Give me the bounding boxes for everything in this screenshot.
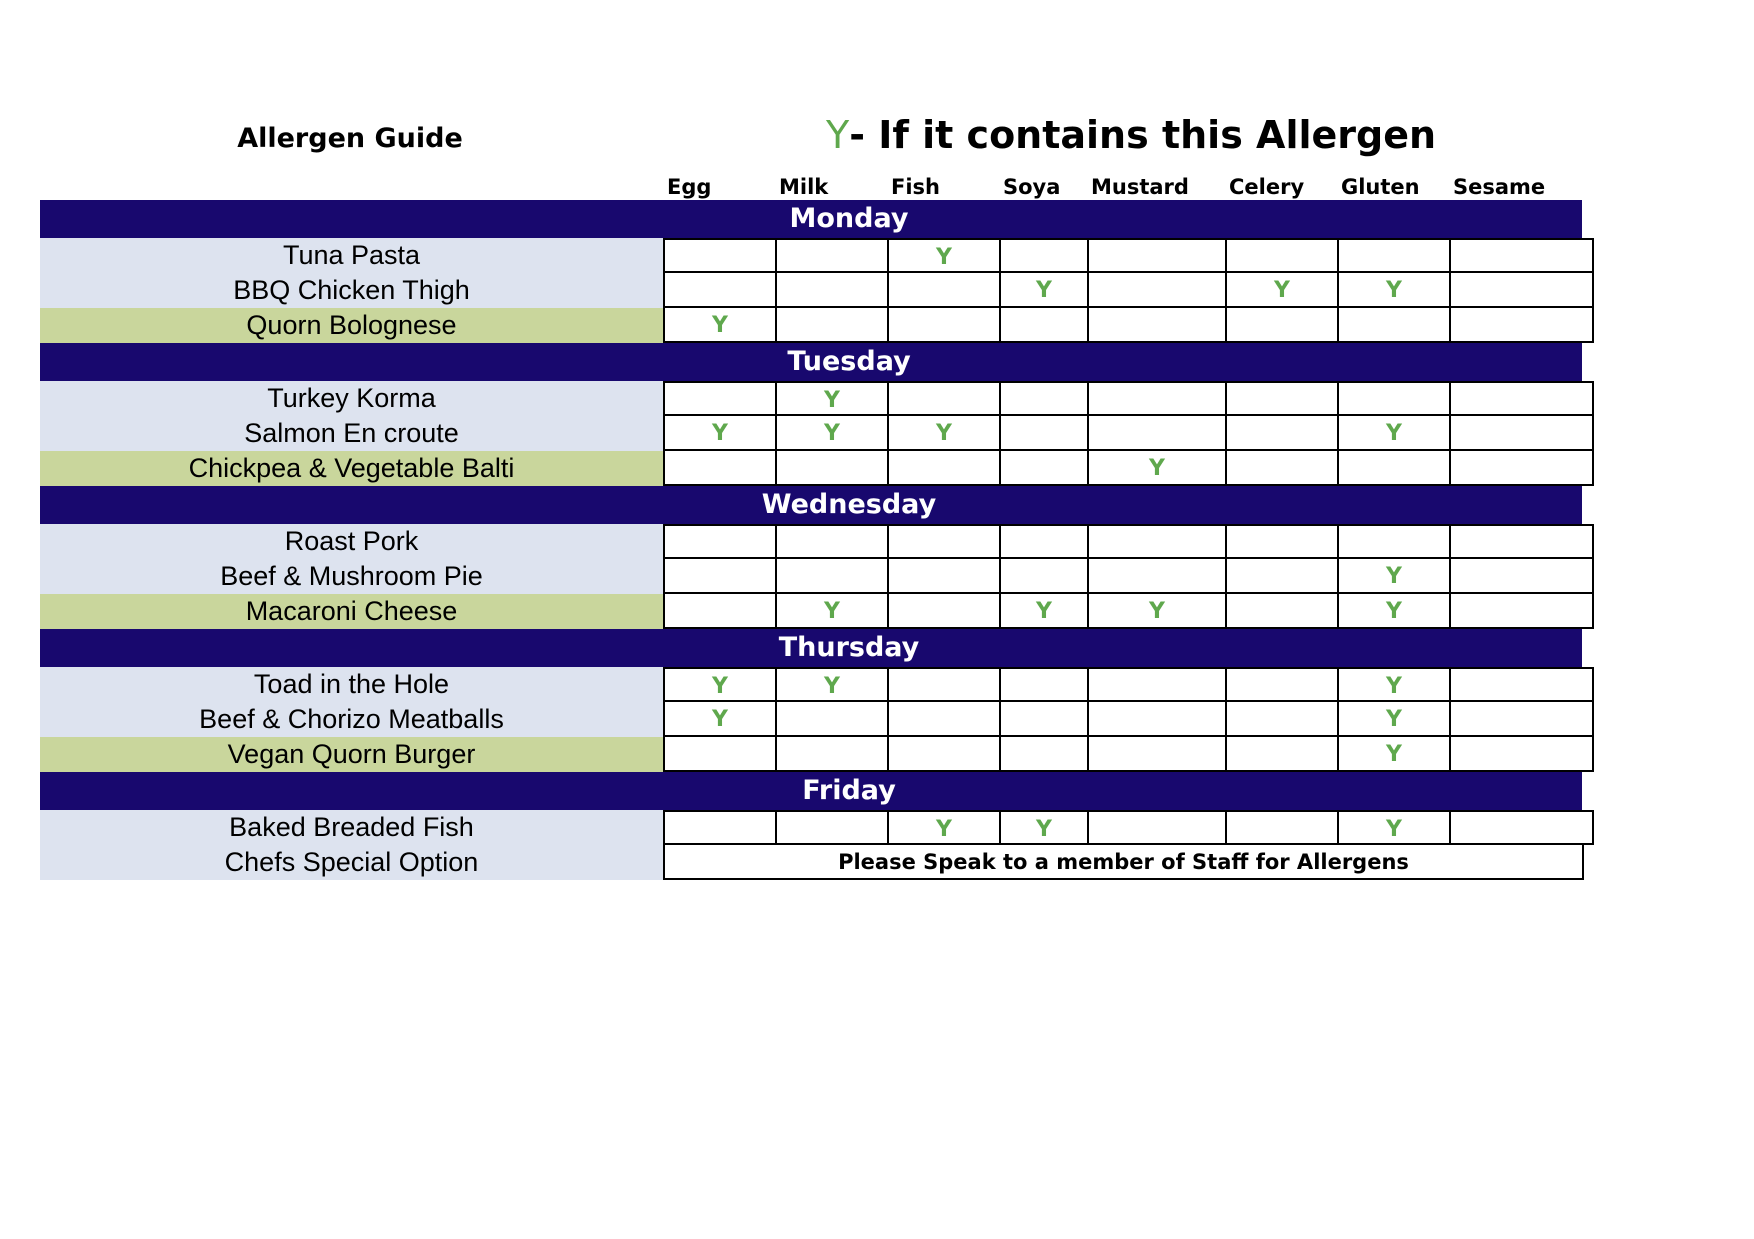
allergen-cells (663, 524, 1594, 559)
dish-row (40, 845, 1582, 880)
dish-name: Beef & Chorizo Meatballs (40, 702, 663, 737)
allergen-cell-celery: Y (1227, 273, 1339, 308)
dish-name: Quorn Bolognese (40, 308, 663, 343)
allergen-cell-milk (777, 273, 889, 308)
allergen-cell-egg (665, 451, 777, 486)
allergen-cell-egg (665, 524, 777, 559)
allergen-cell-fish (889, 451, 1001, 486)
allergen-cell-gluten: Y (1339, 737, 1451, 772)
allergen-notice: Please Speak to a member of Staff for Allergens (665, 845, 1584, 880)
allergen-cell-egg: Y (665, 702, 777, 737)
allergen-cell-egg (665, 381, 777, 416)
day-header-friday (40, 772, 1582, 810)
allergen-header-fish: Fish (891, 175, 940, 199)
allergen-cells (663, 737, 1594, 772)
dish-row (40, 702, 1582, 737)
allergen-cell-mustard (1089, 702, 1227, 737)
allergen-header-milk: Milk (779, 175, 829, 199)
dish-name: Macaroni Cheese (40, 594, 663, 629)
allergen-cell-sesame (1451, 238, 1594, 273)
dish-row (40, 559, 1582, 594)
allergen-cell-fish (889, 524, 1001, 559)
day-label: Monday (789, 203, 909, 234)
allergen-cell-egg: Y (665, 416, 777, 451)
allergen-cell-soya (1001, 667, 1089, 702)
allergen-cell-egg (665, 238, 777, 273)
allergen-cell-sesame (1451, 273, 1594, 308)
allergen-cell-sesame (1451, 737, 1594, 772)
day-label: Tuesday (787, 346, 911, 377)
day-label: Thursday (778, 632, 920, 663)
dish-row (40, 416, 1582, 451)
allergen-cell-sesame (1451, 308, 1594, 343)
allergen-cell-milk: Y (777, 381, 889, 416)
allergen-cell-mustard (1089, 273, 1227, 308)
allergen-cell-soya (1001, 524, 1089, 559)
allergen-header-sesame: Sesame (1453, 175, 1546, 199)
allergen-cell-gluten: Y (1339, 559, 1451, 594)
allergen-cell-fish: Y (889, 238, 1001, 273)
allergen-cell-celery (1227, 667, 1339, 702)
allergen-cell-sesame (1451, 451, 1594, 486)
allergen-cell-gluten (1339, 524, 1451, 559)
allergen-cells (663, 381, 1594, 416)
dish-name: Toad in the Hole (40, 667, 663, 702)
allergen-cells (663, 273, 1594, 308)
allergen-cell-milk: Y (777, 594, 889, 629)
allergen-cell-mustard (1089, 416, 1227, 451)
allergen-header-mustard: Mustard (1091, 175, 1189, 199)
allergen-header-celery: Celery (1229, 175, 1305, 199)
page-title: Allergen Guide (237, 123, 463, 154)
day-header-tuesday (40, 343, 1582, 381)
allergen-header-egg: Egg (667, 175, 712, 199)
allergen-cells (663, 308, 1594, 343)
allergen-cell-celery (1227, 702, 1339, 737)
allergen-cell-soya (1001, 416, 1089, 451)
dish-name: Chickpea & Vegetable Balti (40, 451, 663, 486)
allergen-cell-sesame (1451, 416, 1594, 451)
allergen-cell-celery (1227, 737, 1339, 772)
allergen-cell-sesame (1451, 559, 1594, 594)
allergen-cell-sesame (1451, 810, 1594, 845)
allergen-header-gluten: Gluten (1341, 175, 1420, 199)
legend (826, 113, 1436, 157)
day-header-wednesday (40, 486, 1582, 524)
allergen-cell-mustard (1089, 381, 1227, 416)
dish-name: Baked Breaded Fish (40, 810, 663, 845)
allergen-cell-gluten: Y (1339, 416, 1451, 451)
allergen-cell-egg (665, 594, 777, 629)
allergen-cell-milk: Y (777, 416, 889, 451)
allergen-cell-fish: Y (889, 416, 1001, 451)
allergen-cell-gluten: Y (1339, 594, 1451, 629)
dish-name: Beef & Mushroom Pie (40, 559, 663, 594)
allergen-cell-sesame (1451, 667, 1594, 702)
allergen-cells (663, 702, 1594, 737)
allergen-cell-milk (777, 451, 889, 486)
allergen-cell-soya (1001, 381, 1089, 416)
allergen-cell-milk (777, 737, 889, 772)
allergen-cell-mustard (1089, 524, 1227, 559)
allergen-cell-soya: Y (1001, 810, 1089, 845)
allergen-cell-egg: Y (665, 308, 777, 343)
allergen-cell-mustard (1089, 737, 1227, 772)
allergen-cell-sesame (1451, 524, 1594, 559)
allergen-cell-celery (1227, 451, 1339, 486)
allergen-cell-gluten (1339, 381, 1451, 416)
allergen-cell-milk: Y (777, 667, 889, 702)
allergen-cell-celery (1227, 381, 1339, 416)
allergen-cell-gluten: Y (1339, 667, 1451, 702)
allergen-cells (663, 845, 1584, 880)
allergen-cell-soya (1001, 308, 1089, 343)
allergen-cell-mustard (1089, 810, 1227, 845)
allergen-cell-egg (665, 810, 777, 845)
day-label: Wednesday (761, 489, 937, 520)
allergen-cell-mustard (1089, 308, 1227, 343)
allergen-cell-egg (665, 737, 777, 772)
allergen-cell-mustard: Y (1089, 451, 1227, 486)
allergen-cell-fish (889, 559, 1001, 594)
allergen-cell-milk (777, 702, 889, 737)
allergen-table (40, 200, 1582, 880)
allergen-cell-mustard (1089, 667, 1227, 702)
allergen-cell-celery (1227, 308, 1339, 343)
dish-row (40, 381, 1582, 416)
dish-name: Salmon En croute (40, 416, 663, 451)
dish-row (40, 238, 1582, 273)
dish-row (40, 524, 1582, 559)
allergen-cell-egg (665, 559, 777, 594)
dish-row (40, 273, 1582, 308)
dish-name: Turkey Korma (40, 381, 663, 416)
allergen-cell-fish (889, 737, 1001, 772)
allergen-cell-sesame (1451, 702, 1594, 737)
allergen-cell-sesame (1451, 381, 1594, 416)
dish-name: BBQ Chicken Thigh (40, 273, 663, 308)
allergen-cell-celery (1227, 238, 1339, 273)
allergen-cell-celery (1227, 810, 1339, 845)
allergen-cell-mustard (1089, 559, 1227, 594)
allergen-cell-fish (889, 702, 1001, 737)
allergen-cell-milk (777, 810, 889, 845)
allergen-cell-fish (889, 594, 1001, 629)
allergen-cells (663, 238, 1594, 273)
allergen-cell-fish (889, 667, 1001, 702)
allergen-cell-soya (1001, 702, 1089, 737)
legend-mark: Y (826, 113, 850, 157)
dish-name: Roast Pork (40, 524, 663, 559)
day-header-monday (40, 200, 1582, 238)
allergen-cell-fish (889, 381, 1001, 416)
allergen-cell-gluten: Y (1339, 810, 1451, 845)
allergen-cell-celery (1227, 559, 1339, 594)
allergen-cell-gluten (1339, 238, 1451, 273)
allergen-cell-egg (665, 273, 777, 308)
allergen-cells (663, 667, 1594, 702)
dish-row (40, 594, 1582, 629)
allergen-cell-gluten (1339, 451, 1451, 486)
allergen-cell-fish (889, 308, 1001, 343)
allergen-cell-soya (1001, 238, 1089, 273)
allergen-cell-egg: Y (665, 667, 777, 702)
allergen-cells (663, 594, 1594, 629)
allergen-cell-celery (1227, 594, 1339, 629)
day-label: Friday (802, 775, 896, 806)
allergen-cell-fish: Y (889, 810, 1001, 845)
allergen-cell-milk (777, 559, 889, 594)
dish-row (40, 810, 1582, 845)
allergen-header-soya: Soya (1003, 175, 1061, 199)
allergen-cell-mustard (1089, 238, 1227, 273)
allergen-cell-fish (889, 273, 1001, 308)
allergen-cells (663, 451, 1594, 486)
legend-text: - If it contains this Allergen (849, 113, 1437, 157)
allergen-cell-soya: Y (1001, 273, 1089, 308)
allergen-cell-gluten (1339, 308, 1451, 343)
dish-row (40, 308, 1582, 343)
day-header-thursday (40, 629, 1582, 667)
allergen-cell-mustard: Y (1089, 594, 1227, 629)
dish-name: Chefs Special Option (40, 845, 663, 880)
dish-name: Tuna Pasta (40, 238, 663, 273)
dish-row (40, 737, 1582, 772)
allergen-cells (663, 810, 1594, 845)
allergen-cell-celery (1227, 416, 1339, 451)
dish-name: Vegan Quorn Burger (40, 737, 663, 772)
allergen-cell-milk (777, 238, 889, 273)
allergen-cells (663, 416, 1594, 451)
allergen-cell-gluten: Y (1339, 702, 1451, 737)
allergen-cell-celery (1227, 524, 1339, 559)
allergen-cell-soya (1001, 559, 1089, 594)
allergen-cell-milk (777, 308, 889, 343)
allergen-cells (663, 559, 1594, 594)
allergen-cell-soya: Y (1001, 594, 1089, 629)
dish-row (40, 667, 1582, 702)
allergen-cell-soya (1001, 737, 1089, 772)
allergen-cell-sesame (1451, 594, 1594, 629)
allergen-cell-milk (777, 524, 889, 559)
allergen-cell-soya (1001, 451, 1089, 486)
allergen-cell-gluten: Y (1339, 273, 1451, 308)
dish-row (40, 451, 1582, 486)
